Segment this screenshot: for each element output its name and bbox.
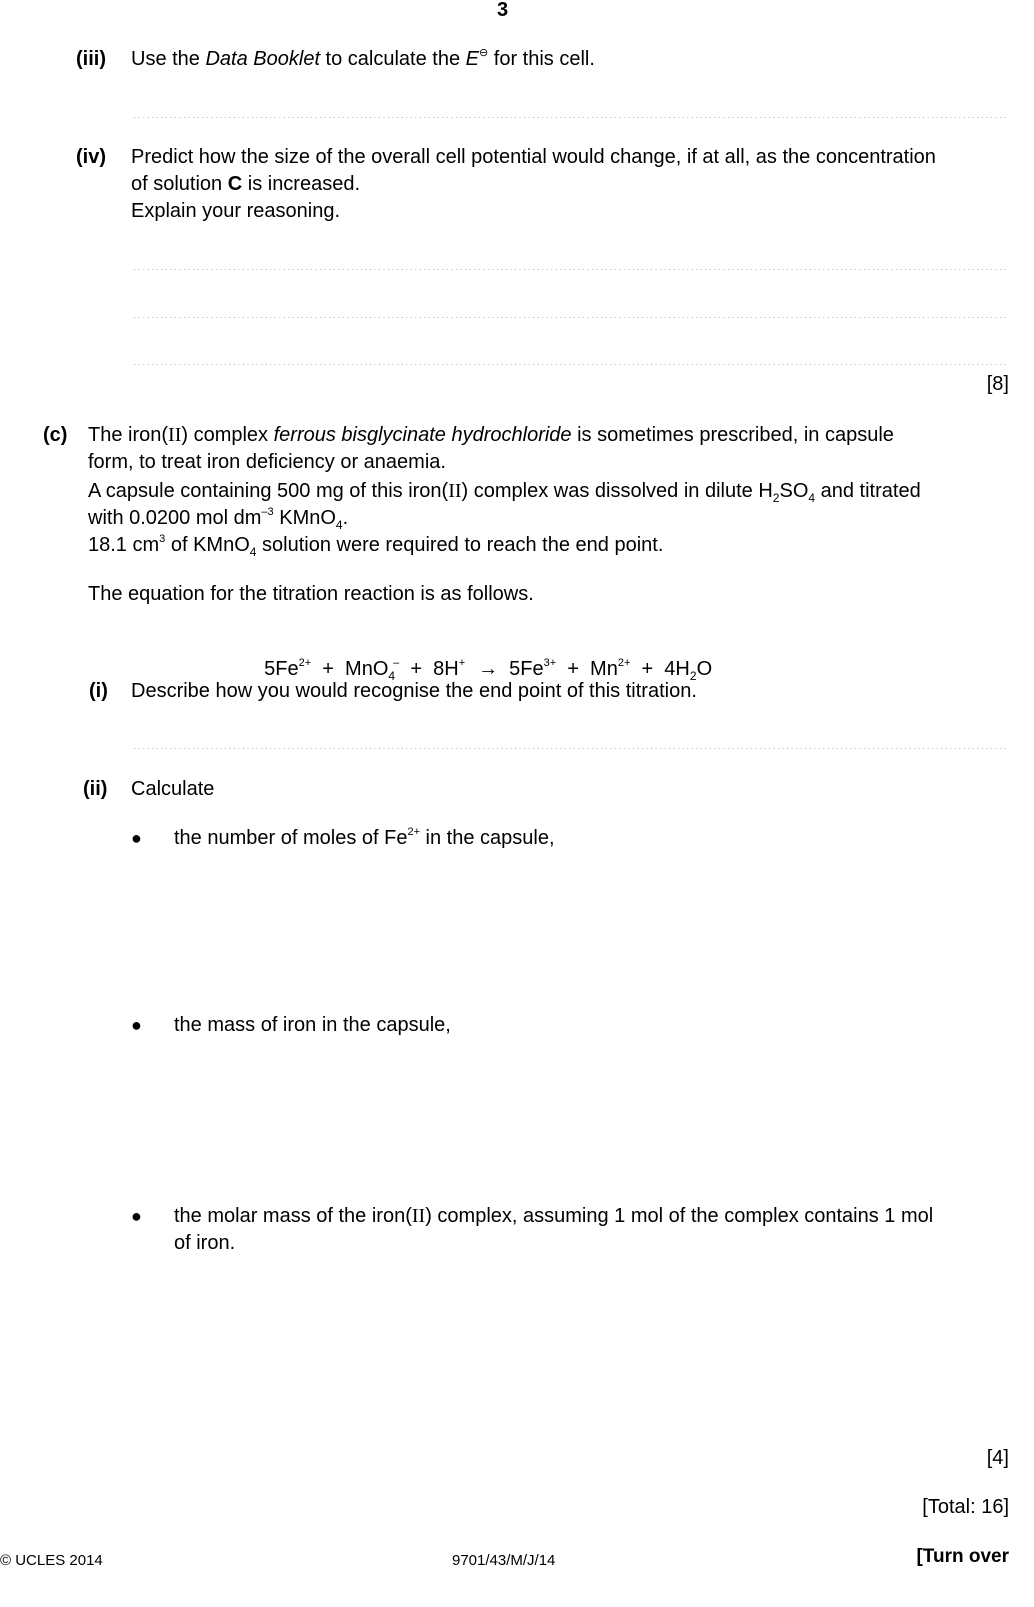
question-ci-text: Describe how you would recognise the end point of this titration. bbox=[131, 680, 697, 702]
question-label-iv: (iv) bbox=[76, 146, 106, 168]
bullet-item-mass: the mass of iron in the capsule, bbox=[174, 1014, 451, 1036]
question-c-para3: 18.1 $cm^3$ of KMnO$_4$ solution were required to reach the end point. bbox=[88, 533, 664, 559]
question-iv-line3: Explain your reasoning. bbox=[131, 200, 341, 222]
question-label-ci: (i) bbox=[89, 680, 108, 702]
answer-line[interactable] bbox=[133, 743, 1009, 749]
bullet-icon: ● bbox=[131, 828, 142, 848]
footer-copyright: © UCLES 2014 bbox=[0, 1552, 103, 1569]
total-marks: [Total: 16] bbox=[922, 1496, 1009, 1518]
answer-line[interactable] bbox=[133, 264, 1009, 270]
titration-equation: $5Fe^{2+} + MnO_4^- + 8H^+ \to 5Fe^{3+} + Mn^{2+} + 4H_2O$ bbox=[264, 657, 713, 683]
bullet-item-moles: the number of moles of $Fe^{2+}$ in the capsule, bbox=[174, 826, 555, 849]
question-c-para1-line1: The iron(II) complex ferrous bisglycinate hydrochloride is sometimes prescribed, in capsule bbox=[88, 424, 894, 446]
answer-line[interactable] bbox=[133, 312, 1009, 318]
equation-intro: The equation for the titration reaction is as follows. bbox=[88, 583, 534, 605]
bullet-icon: ● bbox=[131, 1206, 142, 1226]
marks-8: [8] bbox=[986, 373, 1009, 395]
bullet-item-molar-mass-line2: of iron. bbox=[174, 1232, 236, 1254]
question-cii-text: Calculate bbox=[131, 778, 215, 800]
bullet-icon: ● bbox=[131, 1015, 142, 1035]
working-area-mass[interactable] bbox=[131, 1047, 1009, 1187]
question-label-iii: (iii) bbox=[76, 48, 106, 70]
question-c-para2-line2: with 0.0200 mol $dm^{-3}$ KMnO$_4$. bbox=[88, 506, 349, 532]
marks-4: [4] bbox=[986, 1447, 1009, 1469]
turn-over-label: [Turn over bbox=[916, 1546, 1009, 1567]
question-label-cii: (ii) bbox=[83, 778, 108, 800]
answer-line[interactable] bbox=[133, 359, 1009, 365]
working-area-moles[interactable] bbox=[131, 860, 1009, 1000]
question-iv-line2: of solution C is increased. bbox=[131, 173, 361, 195]
question-iv-line1: Predict how the size of the overall cell potential would change, if at all, as the concentration bbox=[131, 146, 936, 168]
page-number: 3 bbox=[497, 0, 509, 21]
question-c-para2-line1: A capsule containing 500 mg of this iron(II) complex was dissolved in dilute $H_2SO_4$ and titrated bbox=[88, 480, 921, 505]
question-label-c: (c) bbox=[43, 424, 68, 446]
question-c-para1-line2: form, to treat iron deficiency or anaemia. bbox=[88, 451, 446, 473]
bullet-item-molar-mass: the molar mass of the iron(II) complex, assuming 1 mol of the complex contains 1 mol bbox=[174, 1205, 934, 1227]
footer-paper-code: 9701/43/M/J/14 bbox=[452, 1552, 556, 1569]
working-area-molar-mass[interactable] bbox=[131, 1265, 1009, 1425]
answer-line[interactable] bbox=[133, 112, 1009, 118]
question-iii-text: Use the Data Booklet to calculate the E⊖ for this cell. bbox=[131, 47, 595, 70]
